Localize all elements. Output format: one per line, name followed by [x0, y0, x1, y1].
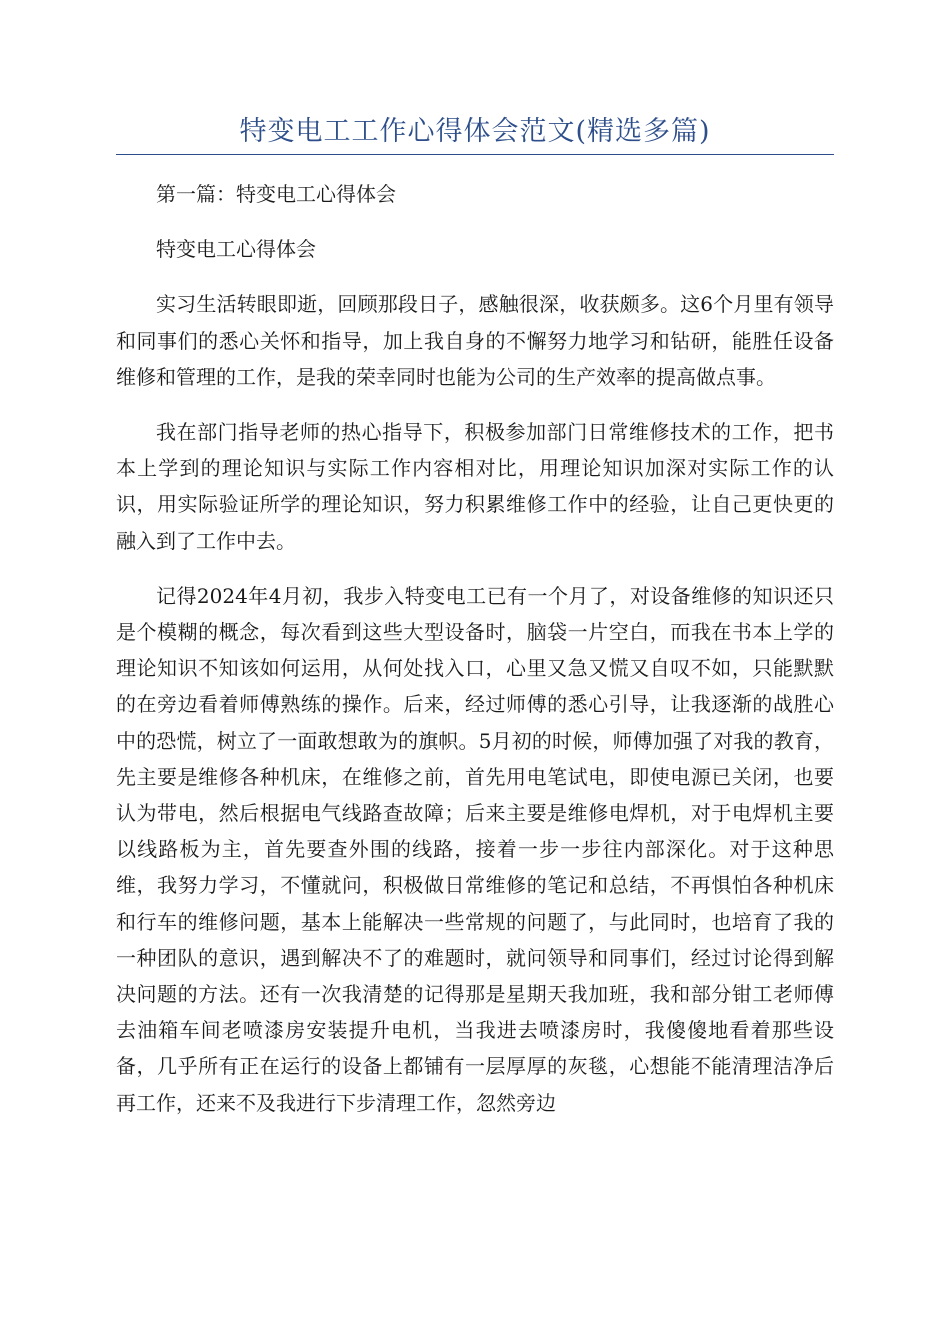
paragraph: 我在部门指导老师的热心指导下，积极参加部门日常维修技术的工作，把书本上学到的理论知识与实际工作内容相对比，用理论知识加深对实际工作的认识，用实际验证所学的理论知识，努力积累维修工作中的经验，让自己更快更的融入到了工作中去。	[116, 420, 834, 553]
sub-heading: 特变电工心得体会	[156, 237, 316, 262]
document-body	[116, 176, 834, 1140]
paragraph: 记得2024年4月初，我步入特变电工已有一个月了，对设备维修的知识还只是个模糊的概念，每次看到这些大型设备时，脑袋一片空白，而我在书本上学的理论知识不知该如何运用，从何处找入口，心里又急又慌又自叹不如，只能默默的在旁边看着师傅熟练的操作。后来，经过师傅的悉心引导，让我逐渐的战胜心中的恐慌，树立了一面敢想敢为的旗帜。5月初的时候，师傅加强了对我的教育，先主要是维修各种机床，在维修之前，首先用电笔试电，即使电源已关闭，也要认为带电，然后根据电气线路查故障；后来主要是维修电焊机，对于电焊机主要以线路板为主，首先要查外围的线路，接着一步一步往内部深化。对于这种思维，我努力学习，不懂就问，积极做日常维修的笔记和总结，不再惧怕各种机床和行车的维修问题，基本上能解决一些常规的问题了，与此同时，也培育了我的一种团队的意识，遇到解决不了的难题时，就问领导和同事们，经过讨论得到解决问题的方法。还有一次我清楚的记得那是星期天我加班，我和部分钳工老师傅去油箱车间老喷漆房安装提升电机，当我进去喷漆房时，我傻傻地看着那些设备，几乎所有正在运行的设备上都铺有一层厚厚的灰毯，心想能不能清理洁净后再工作，还来不及我进行下步清理工作，忽然旁边	[116, 583, 834, 1115]
section-heading: 第一篇：特变电工心得体会	[156, 182, 396, 206]
title-underline	[116, 154, 834, 155]
document-title: 特变电工工作心得体会范文(精选多篇)	[239, 116, 711, 147]
paragraph: 实习生活转眼即逝，回顾那段日子，感触很深，收获颇多。这6个月里有领导和同事们的悉心关怀和指导，加上我自身的不懈努力地学习和钻研，能胜任设备维修和管理的工作，是我的荣幸同时也能为公司的生产效率的提高做点事。	[116, 292, 834, 389]
